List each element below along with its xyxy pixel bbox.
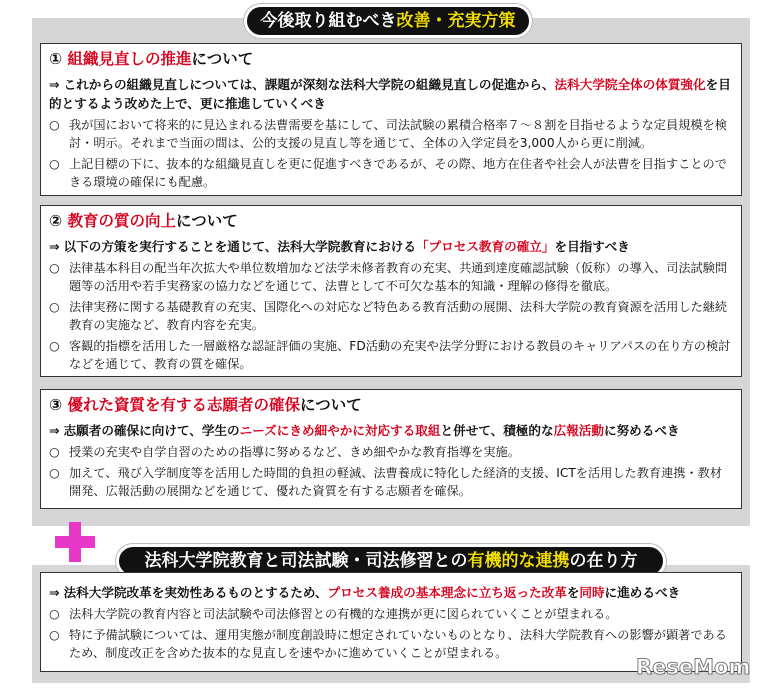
list-item [49, 155, 733, 191]
list-item-text: 加えて、飛び入学制度等を活用した時間的負担の軽減、法曹養成に特化した経済的支援、ICTを活用した教育連携・教材開発、広報活動の展開などを通じて、優れた資質を有する志願者を確保。 [69, 466, 723, 498]
pill-title-suffix: の在り方 [569, 551, 638, 571]
arrow-icon: ⇒ [49, 423, 60, 438]
section-heading [49, 210, 733, 232]
section-title-red: 組織見直しの推進 [67, 50, 192, 68]
section-number: ③ [49, 396, 63, 414]
arrow-icon: ⇒ [49, 239, 60, 254]
section-title-rest: について [176, 212, 238, 230]
list-item [49, 337, 733, 373]
plus-icon [55, 522, 95, 562]
circle-bullet-icon: ○ [49, 118, 60, 132]
list-item [49, 259, 733, 295]
section-title-rest: について [300, 396, 362, 414]
section-summary [49, 421, 733, 440]
summary-highlight: ニーズにきめ細やかに対応する取組 [239, 423, 441, 438]
section-summary [49, 75, 733, 113]
list-item-text: 法律基本科目の配当年次拡大や単位数増加など法学未修者教育の充実、共通到達度確認試験（仮称）の導入、司法試験問題等の活用や若手実務家の協力などを通じて、法曹として不可欠な基本的知識・理解の修得を徹底。 [69, 261, 728, 293]
section-heading [49, 48, 733, 70]
summary-highlight: 「プロセス教育の確立」 [415, 239, 555, 254]
circle-bullet-icon: ○ [49, 466, 60, 480]
summary-text: を [566, 585, 580, 600]
section-title-red: 教育の質の向上 [67, 212, 177, 230]
summary-text: と併せて、積極的な [440, 423, 554, 438]
list-item-text: 法律実務に関する基礎教育の充実、国際化への対応など特色ある教育活動の展開、法科大学院の教育資源を活用した継続教育の実施など、教育内容を充実。 [69, 300, 728, 332]
list-item-text: 客観的指標を活用した一層厳格な認証評価の実施、FD活動の充実や法学分野における教員のキャリアパスの在り方の検討などを通じて、教育の質を確保。 [69, 339, 731, 371]
section-title-pill [244, 4, 532, 38]
section-number: ① [49, 50, 63, 68]
circle-bullet-icon: ○ [49, 157, 60, 171]
plus-icon-bar [69, 522, 81, 562]
pill-title-prefix: 法科大学院教育と司法試験・司法修習との [144, 551, 468, 571]
summary-highlight: プロセス養成の基本理念に立ち返った改革 [327, 585, 567, 600]
circle-bullet-icon: ○ [49, 261, 60, 275]
section-title-rest: について [191, 50, 254, 68]
section-summary [49, 583, 733, 602]
list-item [49, 116, 733, 152]
list-item-text: 特に予備試験については、運用実態が制度創設時に想定されていないものとなり、法科大学院教育への影響が顕著であるため、制度改正を含めた抜本的な見直しを速やかに進めていくことが望まれる。 [69, 628, 727, 660]
summary-text: 志願者の確保に向けて、学生の [63, 423, 240, 438]
pill-title-highlight: 有機的な連携 [467, 551, 570, 571]
circle-bullet-icon: ○ [49, 628, 60, 642]
circle-bullet-icon: ○ [49, 300, 60, 314]
pill-title-prefix: 今後取り組むべき [260, 11, 397, 31]
summary-text: を目的とするよう改めた上で、更に推進していくべき [49, 77, 731, 111]
list-item-text: 上記目標の下に、抜本的な組織見直しを更に促進すべきであるが、その際、地方在住者や社会人が法曹を目指すことのできる環境の確保にも配慮。 [69, 157, 727, 189]
summary-text: 法科大学院改革を実効性あるものとするため、 [63, 585, 328, 600]
list-item [49, 464, 733, 500]
resemom-logo: ReseMom [636, 655, 751, 679]
summary-highlight: 広報活動 [553, 423, 604, 438]
section-card-applicants [40, 389, 742, 509]
circle-bullet-icon: ○ [49, 607, 60, 621]
section-card-education-quality [40, 205, 742, 377]
list-item [49, 605, 733, 623]
circle-bullet-icon: ○ [49, 339, 60, 353]
list-item-text: 我が国において将来的に見込まれる法曹需要を基にして、司法試験の累積合格率７～８割を目指せるような定員規模を検討・明示。それまで当面の間は、公的支援の見直し等を通じて、全体の入学定員を3,000人から更に削減。 [69, 118, 727, 150]
arrow-icon: ⇒ [49, 585, 60, 600]
summary-text: に努めるべき [603, 423, 680, 438]
list-item-text: 法科大学院の教育内容と司法試験や司法修習との有機的な連携が更に図られていくことが望まれる。 [69, 607, 618, 621]
section-heading [49, 394, 733, 416]
list-item [49, 298, 733, 334]
summary-highlight: 同時 [579, 585, 605, 600]
list-item [49, 443, 733, 461]
section-card-organization [40, 43, 742, 196]
list-item-text: 授業の充実や自学自習のための指導に努めるなど、きめ細やかな教育指導を実施。 [69, 445, 520, 459]
summary-text: に進めるべき [604, 585, 681, 600]
arrow-icon: ⇒ [49, 77, 60, 92]
summary-highlight: 法科大学院全体の体質強化 [554, 77, 706, 92]
summary-text: これからの組織見直しについては、課題が深刻な法科大学院の組織見直しの促進から、 [63, 77, 555, 92]
summary-text: を目指すべき [554, 239, 630, 254]
circle-bullet-icon: ○ [49, 445, 60, 459]
summary-text: 以下の方策を実行することを通じて、法科大学院教育における [63, 239, 416, 254]
section-summary [49, 237, 733, 256]
pill-title-highlight: 改善・充実方策 [396, 11, 516, 31]
section-title-red: 優れた資質を有する志願者の確保 [67, 396, 301, 414]
list-item [49, 626, 733, 662]
section-number: ② [49, 212, 63, 230]
